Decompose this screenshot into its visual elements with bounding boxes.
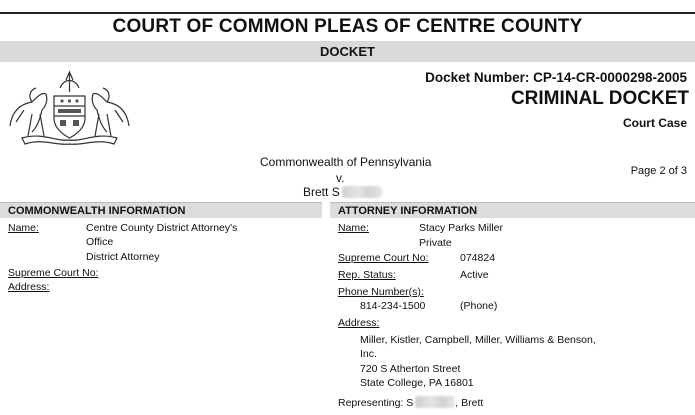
commonwealth-heading: COMMONWEALTH INFORMATION [0,202,322,218]
attorney-rep-status: Active [460,269,489,281]
attorney-address-label: Address: [338,317,380,329]
attorney-supreme-label: Supreme Court No: [338,252,429,264]
attorney-name: Stacy Parks Miller [419,222,504,234]
commonwealth-name-line1: Centre County District Attorney's [86,222,238,234]
header-rule [0,12,695,14]
attorney-address-line2: Inc. [360,348,377,360]
pennsylvania-seal-icon [2,66,137,146]
representing-suffix: , Brett [455,397,484,409]
attorney-phone-number: 814-234-1500 [360,300,426,312]
court-title: COURT OF COMMON PLEAS OF CENTRE COUNTY [112,16,583,37]
commonwealth-address-label: Address: [8,281,50,293]
docket-bar: DOCKET [0,41,695,62]
attorney-name-label: Name: [338,222,369,234]
caption-defendant [303,185,382,199]
attorney-rep-status-label: Rep. Status: [338,269,396,281]
commonwealth-supreme-label: Supreme Court No: [8,267,99,279]
docket-type: CRIMINAL DOCKET [510,88,689,109]
attorney-representing [338,396,483,410]
caption-plaintiff: Commonwealth of Pennsylvania [260,155,432,169]
commonwealth-name-line2: Office [86,236,114,248]
attorney-heading: ATTORNEY INFORMATION [330,202,695,218]
commonwealth-name-line3: District Attorney [86,251,160,263]
attorney-address-line1: Miller, Kistler, Campbell, Miller, Williams & Benson, [360,334,596,346]
commonwealth-name-label: Name: [8,222,39,234]
representing-prefix: Representing: S [338,397,414,409]
case-type: Court Case [622,116,687,130]
defendant-initial: S [331,185,340,199]
attorney-address-line4: State College, PA 16801 [360,377,474,389]
caption-versus: v. [336,171,345,185]
attorney-supreme-number: 074824 [460,252,496,264]
redacted-surname [415,396,455,408]
redacted-surname [342,186,382,198]
attorney-type: Private [419,237,452,249]
attorney-phone-label: Phone Number(s): [338,286,424,298]
attorney-phone-type: (Phone) [460,300,498,312]
attorney-address-line3: 720 S Atherton Street [360,363,461,375]
page-number: Page 2 of 3 [630,165,687,177]
defendant-first-name: Brett [303,185,329,199]
docket-number: Docket Number: CP-14-CR-0000298-2005 [425,70,687,85]
